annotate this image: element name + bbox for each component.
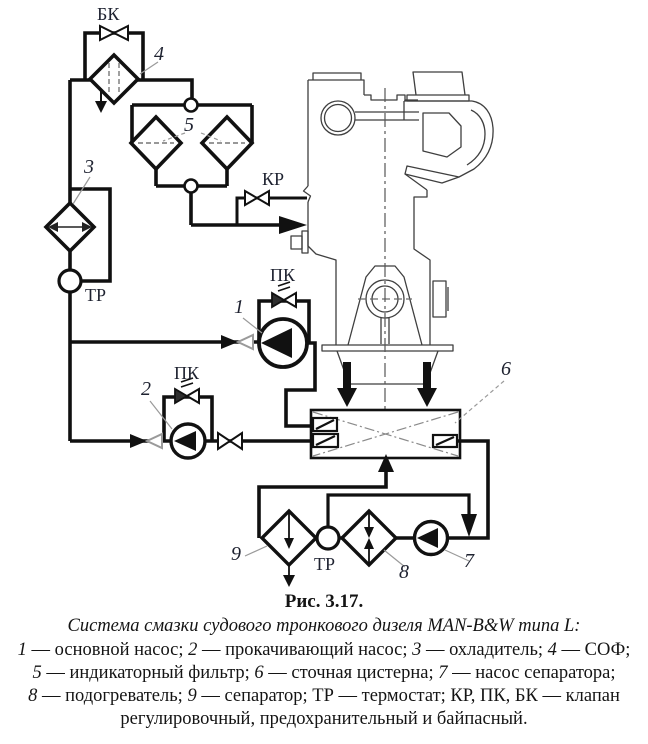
valve-bk	[100, 26, 128, 40]
label-kr: КР	[262, 169, 285, 189]
legend-segment: 1	[17, 640, 27, 660]
figure-title: Система смазки судового тронкового дизеля MAN-B&W типа L:	[67, 616, 581, 636]
label-pk-upper: ПК	[270, 265, 296, 285]
node-top	[185, 99, 198, 112]
label-9: 9	[231, 543, 241, 565]
valve-pk-upper	[272, 282, 296, 307]
label-pk-lower: ПК	[174, 363, 200, 383]
heater-symbol	[342, 511, 396, 565]
sludge-drain-arrow	[283, 575, 295, 587]
legend-segment: 6	[254, 663, 264, 683]
indicator-filter-symbol	[131, 99, 252, 193]
priming-pump-symbol	[171, 424, 205, 458]
legend-segment: — СОФ;	[556, 640, 631, 660]
caption-legend-line	[0, 639, 648, 662]
label-2: 2	[141, 378, 151, 400]
valve-kr	[245, 191, 269, 205]
legend-segment: 8	[28, 686, 38, 706]
thermostat-recirc-pipe	[328, 495, 469, 528]
legend-segment: регулировочный, предохранительный и байпасный.	[120, 709, 528, 729]
label-8: 8	[399, 561, 409, 583]
figure-legend	[0, 639, 648, 731]
legend-segment: — сепаратор; ТР — термостат; КР, ПК, БК — клапан	[196, 686, 620, 706]
shutoff-valve-priming	[218, 433, 242, 449]
label-6: 6	[501, 358, 511, 380]
label-tr-left: ТР	[85, 285, 107, 305]
label-3: 3	[84, 156, 94, 178]
legend-segment: 7	[438, 663, 448, 683]
recirc-down-arrow	[461, 514, 477, 537]
legend-segment: — основной насос;	[26, 640, 189, 660]
legend-segment: 9	[187, 686, 197, 706]
label-4: 4	[154, 43, 164, 65]
label-tr-bottom: ТР	[314, 554, 336, 574]
thermostat-left-symbol	[59, 270, 81, 292]
main-pump-symbol	[259, 319, 307, 367]
legend-segment: 3	[412, 640, 422, 660]
figure-caption	[0, 591, 648, 731]
legend-segment: 4	[547, 640, 557, 660]
drain-tank	[311, 410, 460, 458]
check-valve-main-pump	[221, 335, 253, 349]
separator-pump-symbol	[415, 522, 448, 555]
caption-legend-line	[0, 708, 648, 731]
engine-outline	[291, 72, 493, 412]
label-bk: БК	[97, 4, 120, 24]
check-valve-priming-pump	[130, 434, 162, 448]
label-1: 1	[234, 296, 244, 318]
legend-segment: — подогреватель;	[37, 686, 188, 706]
flow-arrows	[279, 216, 477, 537]
legend-segment: — прокачивающий насос;	[197, 640, 413, 660]
thermostat-bottom-symbol	[317, 527, 339, 549]
caption-legend-line	[0, 685, 648, 708]
legend-segment: — сточная цистерна;	[263, 663, 439, 683]
filter-drain-arrow	[95, 101, 107, 113]
node-bottom	[185, 180, 198, 193]
sof-filter-symbol	[90, 55, 138, 113]
legend-segment: 5	[32, 663, 42, 683]
legend-segment: 2	[188, 640, 198, 660]
legend-segment: — индикаторный фильтр;	[41, 663, 255, 683]
caption-legend-line	[0, 662, 648, 685]
legend-segment: — насос сепаратора;	[447, 663, 616, 683]
label-5: 5	[184, 114, 194, 136]
legend-segment: — охладитель;	[421, 640, 548, 660]
label-7: 7	[464, 550, 474, 572]
cooler-symbol	[46, 203, 94, 251]
separator-symbol	[262, 511, 316, 587]
figure-number: Рис. 3.17.	[284, 591, 364, 612]
